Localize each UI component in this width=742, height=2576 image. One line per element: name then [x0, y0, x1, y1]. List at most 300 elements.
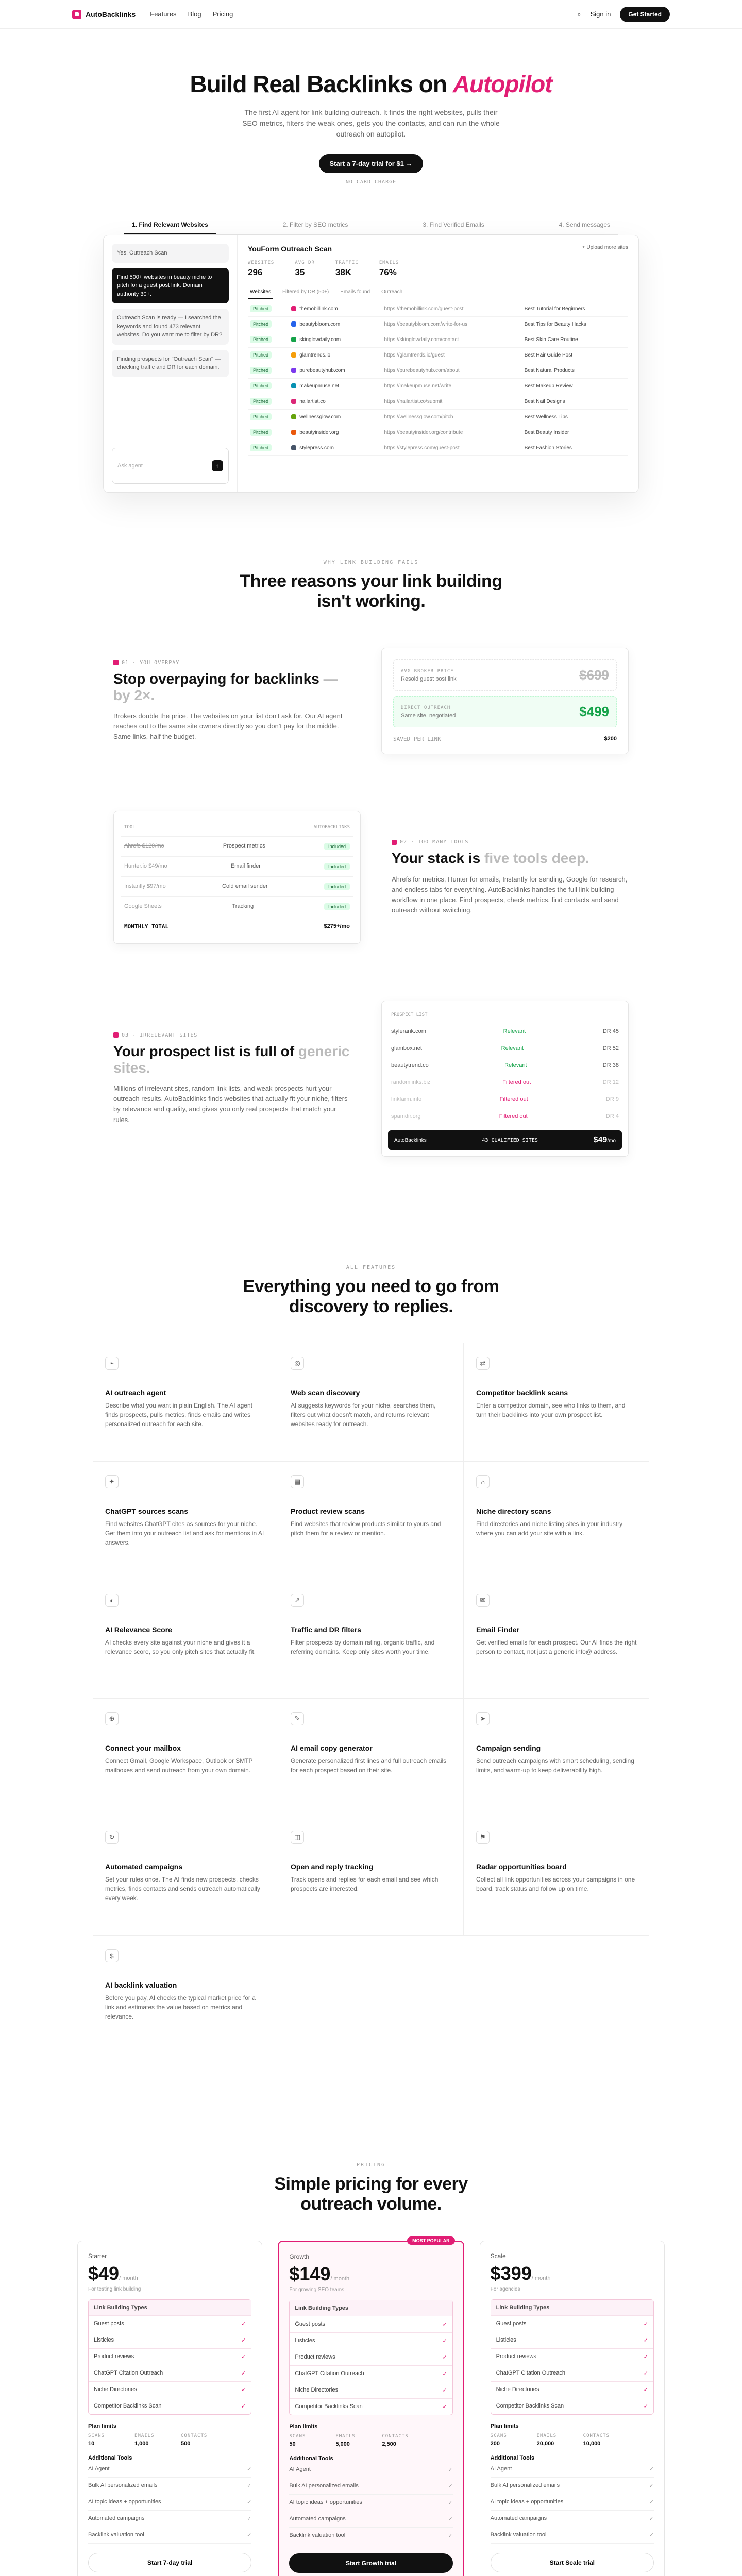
link-type-label: Product reviews [94, 2353, 134, 2360]
plan-price-value: $399 [490, 2262, 532, 2284]
prospect-domain: randomlinks.biz [391, 1079, 431, 1086]
table-row[interactable] [248, 348, 628, 363]
prospect-domain: spamdir.org [391, 1113, 421, 1120]
included-badge: Included [324, 843, 350, 850]
link-type-label: ChatGPT Citation Outreach [295, 2370, 364, 2377]
row-status [248, 317, 289, 332]
link-types-title [89, 2300, 251, 2316]
prospect-foot-brand: AutoBacklinks [394, 1137, 427, 1143]
status-badge: Pitched [250, 351, 272, 359]
stat-emails [379, 260, 399, 278]
row-status [248, 440, 289, 456]
status-badge: Pitched [250, 398, 272, 405]
row-status [248, 379, 289, 394]
chat-message: Finding prospects for "Outreach Scan" — checking traffic and DR for each domain. [112, 350, 229, 377]
reason-body: Brokers double the price. The websites on your list don't ask for. Our AI agent reaches out to the same site owners directly so you don't pay for the middle. Same links, half the budget. [113, 712, 343, 741]
reason-title [113, 1043, 350, 1076]
domain-text[interactable]: themobillink.com [299, 306, 338, 312]
feature-desc: Get verified emails for each prospect. Our AI finds the right person to contact, not just a generic info@ address. [476, 1639, 637, 1656]
addon-label: AI Agent [490, 2465, 512, 2472]
link-type-item [290, 2333, 452, 2349]
check-icon: ✓ [643, 2320, 648, 2327]
stack-tool: Hunter.io $49/mo [124, 863, 167, 870]
domain-text[interactable]: makeupmuse.net [299, 383, 339, 389]
row-status [248, 332, 289, 348]
price-row-label [401, 669, 457, 682]
table-row[interactable] [248, 332, 628, 348]
chat-input[interactable] [112, 448, 229, 484]
reason-title-muted: generic sites. [113, 1043, 350, 1076]
reason-tools [113, 811, 629, 944]
relevance-tag: Relevant [503, 1028, 526, 1035]
plan-name: Starter [88, 2252, 107, 2260]
prospect-list-card [381, 1001, 629, 1157]
feature-card [278, 1343, 464, 1462]
nav-link-blog[interactable]: Blog [188, 10, 201, 18]
feature-name: AI outreach agent [105, 1388, 166, 1397]
limit-value: 2,500 [382, 2441, 396, 2447]
stack-total-value: $275+/mo [324, 923, 350, 930]
addon-label: Automated campaigns [490, 2515, 547, 2521]
reason-body: Millions of irrelevant sites, random link lists, and weak prospects hurt your outreach results. AutoBacklinks finds websites that actually fit your niche, filters by relevance and quality, and gives you only real prospects that match your rules. [113, 1084, 348, 1124]
row-url: https://glamtrends.io/guest [382, 348, 522, 363]
bullet-icon [392, 840, 397, 845]
check-icon: ✓ [643, 2403, 648, 2410]
plan-price-value: $49 [88, 2262, 120, 2284]
limit-value: 20,000 [536, 2440, 554, 2447]
pricing-section [0, 2054, 742, 2576]
pricing-plans [77, 2238, 665, 2576]
link-type-item [89, 2382, 251, 2398]
feature-card [278, 1580, 464, 1699]
table-row[interactable] [248, 425, 628, 440]
feature-name: Product review scans [291, 1507, 365, 1516]
feature-card [93, 1343, 278, 1462]
domain-text[interactable]: nailartist.co [299, 399, 326, 404]
stack-task: Cold email sender [222, 883, 268, 890]
plan-cta-button[interactable]: Start Scale trial [491, 2553, 654, 2572]
row-desc: Best Tutorial for Beginners [522, 301, 628, 317]
bullet-icon [113, 660, 119, 665]
addon-label: Bulk AI personalized emails [88, 2482, 158, 2488]
upload-sites-button[interactable]: + Upload more sites [582, 245, 628, 250]
limit-value: 200 [490, 2440, 500, 2447]
link-type-item [290, 2366, 452, 2382]
row-desc: Best Beauty Insider [522, 425, 628, 440]
addon-label: AI topic ideas + opportunities [490, 2498, 564, 2505]
relevance-tag: Filtered out [499, 1113, 528, 1120]
plan-desc: For testing link building [88, 2286, 141, 2292]
addon-label: Backlink valuation tool [490, 2531, 547, 2538]
limit-value: 10,000 [583, 2440, 601, 2447]
prospect-price: $49 [593, 1136, 608, 1145]
addon-item [289, 2478, 452, 2495]
addon-label: Bulk AI personalized emails [289, 2482, 359, 2489]
pricing-plan-card [278, 2238, 464, 2576]
limit-value: 500 [181, 2440, 191, 2447]
feature-name: AI Relevance Score [105, 1625, 172, 1634]
feature-icon: ↻ [105, 1831, 119, 1844]
feature-desc: Track opens and replies for each email and see which prospects are interested. [291, 1876, 439, 1893]
chat-message: Outreach Scan is ready — I searched the keywords and found 473 relevant websites. Do you want me to filter by DR? [112, 309, 229, 345]
row-domain [289, 440, 382, 456]
row-domain [289, 379, 382, 394]
check-icon: ✓ [247, 2515, 252, 2522]
row-url: https://makeupmuse.net/write [382, 379, 522, 394]
plan-limit-values [88, 2441, 251, 2447]
check-icon: ✓ [241, 2386, 246, 2393]
feature-desc: Find directories and niche listing sites in your industry where you can add your site with a link. [476, 1520, 623, 1537]
scan-tab-outreach[interactable]: Outreach [381, 289, 403, 295]
stack-total-label: MONTHLY TOTAL [124, 923, 169, 930]
limit-label: SCANS [88, 2433, 105, 2438]
domain-text[interactable]: purebeautyhub.com [299, 368, 345, 374]
feature-name: Niche directory scans [476, 1507, 551, 1516]
feature-card [278, 1462, 464, 1580]
scan-results-panel [238, 235, 638, 492]
row-domain [289, 425, 382, 440]
link-type-item [491, 2382, 653, 2398]
plan-cta-button[interactable]: Start 7-day trial [88, 2553, 251, 2572]
prospect-row [388, 1091, 622, 1108]
limit-value: 5,000 [335, 2441, 350, 2447]
brand-logo[interactable] [72, 10, 136, 19]
app-preview [103, 235, 639, 493]
plan-price-value: $149 [289, 2263, 331, 2284]
favicon-icon [291, 445, 296, 450]
favicon-icon [291, 321, 296, 327]
stack-line [121, 857, 353, 877]
link-type-item [290, 2316, 452, 2333]
reason-number-label: 02 · TOO MANY TOOLS [400, 839, 469, 845]
reason-title-muted: five tools deep. [484, 850, 589, 867]
check-icon: ✓ [649, 2482, 654, 2489]
reasons-title: Three reasons your link building isn't working. [240, 571, 502, 612]
check-icon: ✓ [643, 2337, 648, 2344]
get-started-button[interactable]: Get Started [620, 7, 670, 22]
row-domain [289, 363, 382, 379]
stack-head-left: TOOL [124, 825, 136, 831]
addon-label: Automated campaigns [289, 2515, 346, 2522]
feature-desc: Describe what you want in plain English. The AI agent finds prospects, pulls metrics, finds emails and writes personalized outreach for each site. [105, 1402, 252, 1428]
addon-item [289, 2528, 452, 2544]
price-row-broker [393, 659, 617, 691]
prospect-row [388, 1057, 622, 1074]
row-status [248, 425, 289, 440]
prospect-foot-count: 43 QUALIFIED SITES [482, 1137, 538, 1143]
table-row[interactable] [248, 379, 628, 394]
row-domain [289, 410, 382, 425]
row-status [248, 394, 289, 410]
row-url: https://wellnessglow.com/pitch [382, 410, 522, 425]
row-url: https://nailartist.co/submit [382, 394, 522, 410]
check-icon: ✓ [442, 2354, 447, 2361]
domain-text[interactable]: skinglowdaily.com [299, 337, 341, 343]
feature-icon: ▤ [291, 1475, 304, 1488]
feature-card [464, 1699, 649, 1817]
link-type-label: Listicles [496, 2336, 516, 2343]
scan-tab-websites[interactable]: Websites [248, 286, 273, 299]
feature-name: ChatGPT sources scans [105, 1507, 189, 1516]
check-icon: ✓ [649, 2532, 654, 2538]
stack-line [121, 877, 353, 897]
stack-head-right: AUTOBACKLINKS [313, 825, 350, 831]
addon-item [289, 2511, 452, 2528]
scan-stats [248, 260, 628, 278]
limit-value: 50 [289, 2441, 296, 2447]
domain-text[interactable]: beautybloom.com [299, 321, 341, 327]
status-badge: Pitched [250, 429, 272, 436]
limit-value: 1,000 [134, 2440, 149, 2447]
nav-right [577, 7, 670, 22]
nav-link-pricing[interactable]: Pricing [212, 10, 233, 18]
link-type-item [491, 2332, 653, 2349]
included-badge: Included [324, 863, 350, 870]
feature-icon: ⌁ [105, 1357, 119, 1370]
hero-title-main: Build Real Backlinks on [190, 71, 447, 97]
favicon-icon [291, 352, 296, 358]
feature-card [464, 1580, 649, 1699]
addon-label: Backlink valuation tool [88, 2531, 144, 2538]
row-url: https://purebeautyhub.com/about [382, 363, 522, 379]
included-badge: Included [324, 903, 350, 910]
hero-tabs [124, 216, 618, 235]
stack-task: Email finder [230, 863, 261, 870]
favicon-icon [291, 368, 296, 373]
feature-name: Campaign sending [476, 1744, 541, 1753]
check-icon: ✓ [241, 2337, 246, 2344]
domain-text[interactable]: stylepress.com [299, 445, 334, 451]
link-type-label: Product reviews [295, 2353, 335, 2360]
addon-item [491, 2461, 654, 2478]
status-badge: Pitched [250, 382, 272, 389]
feature-desc: Send outreach campaigns with smart scheduling, sending limits, and warm-up to keep deliverability high. [476, 1757, 634, 1774]
feature-card [464, 1343, 649, 1462]
domain-text[interactable]: beautyinsider.org [299, 430, 339, 435]
hero-tab-send[interactable]: 4. Send messages [559, 221, 610, 228]
check-icon: ✓ [241, 2403, 246, 2410]
row-desc: Best Natural Products [522, 363, 628, 379]
table-row[interactable] [248, 440, 628, 456]
prospect-domain: linkfarm.info [391, 1096, 422, 1103]
price-sub: Resold guest post link [401, 675, 457, 682]
included-badge: Included [324, 883, 350, 890]
logo-icon [72, 10, 81, 19]
feature-icon: ◎ [291, 1357, 304, 1370]
feature-desc: Filter prospects by domain rating, organic traffic, and referring domains. Keep only sites worth your time. [291, 1639, 435, 1656]
direct-price-value: $499 [579, 704, 609, 720]
addon-item [491, 2494, 654, 2511]
stat-value: 76% [379, 267, 397, 277]
check-icon: ✓ [442, 2387, 447, 2394]
signin-link[interactable]: Sign in [590, 10, 611, 18]
feature-desc: Generate personalized first lines and full outreach emails for each prospect based on their site. [291, 1757, 447, 1774]
favicon-icon [291, 383, 296, 388]
feature-card [93, 1817, 278, 1936]
feature-icon: ◐ [105, 1594, 119, 1607]
hero-section [0, 29, 742, 493]
check-icon: ✓ [448, 2483, 453, 2489]
status-badge: Pitched [250, 320, 272, 328]
feature-card [464, 1462, 649, 1580]
domain-text[interactable]: glamtrends.io [299, 352, 331, 358]
pricing-eyebrow: PRICING [356, 2162, 386, 2168]
price-sub: Same site, negotiated [401, 712, 456, 719]
agent-chat-panel [104, 235, 238, 492]
hero-tab-find[interactable]: 1. Find Relevant Websites [124, 216, 216, 234]
prospect-price-unit: /mo [607, 1138, 616, 1144]
nav-links [150, 10, 233, 18]
check-icon: ✓ [442, 2337, 447, 2344]
prospect-row [388, 1108, 622, 1125]
scan-tab-emails[interactable]: Emails found [340, 289, 370, 295]
plan-limit-labels [289, 2434, 452, 2439]
tool-stack-card [113, 811, 361, 944]
row-desc: Best Makeup Review [522, 379, 628, 394]
link-type-item [89, 2349, 251, 2365]
row-url: https://themobillink.com/guest-post [382, 301, 522, 317]
link-type-label: Niche Directories [94, 2386, 137, 2393]
row-url: https://beautybloom.com/write-for-us [382, 317, 522, 332]
feature-icon: ✎ [291, 1712, 304, 1725]
send-icon[interactable]: ↑ [212, 460, 223, 471]
favicon-icon [291, 337, 296, 342]
hero-tab-emails[interactable]: 3. Find Verified Emails [423, 221, 484, 228]
table-row[interactable] [248, 363, 628, 379]
stack-head [121, 819, 353, 837]
link-type-item [89, 2398, 251, 2414]
table-row[interactable] [248, 410, 628, 425]
hero-note: NO CARD CHARGE [345, 179, 397, 185]
feature-desc: AI checks every site against your niche and gives it a relevance score, so you only pitch sites that actually fit. [105, 1639, 256, 1656]
stack-line [121, 897, 353, 917]
link-type-label: Competitor Backlinks Scan [94, 2402, 162, 2409]
addon-item [491, 2511, 654, 2527]
table-row[interactable] [248, 394, 628, 410]
feature-icon: ✦ [105, 1475, 119, 1488]
stack-task: Prospect metrics [223, 843, 265, 850]
link-type-item [290, 2349, 452, 2366]
stat-label: TRAFFIC [335, 260, 359, 265]
limit-label: CONTACTS [583, 2433, 610, 2438]
link-types-title [290, 2300, 452, 2316]
check-icon: ✓ [448, 2499, 453, 2506]
feature-icon: ◫ [291, 1831, 304, 1844]
table-row[interactable] [248, 301, 628, 317]
prospect-dr: DR 52 [602, 1045, 619, 1052]
link-type-item [89, 2332, 251, 2349]
link-types-list [491, 2299, 654, 2415]
link-type-item [290, 2399, 452, 2415]
feature-name: Connect your mailbox [105, 1744, 181, 1753]
hero-title-accent: Autopilot [452, 71, 552, 97]
check-icon: ✓ [442, 2321, 447, 2328]
link-type-label: Competitor Backlinks Scan [496, 2402, 564, 2409]
status-badge: Pitched [250, 305, 272, 312]
plan-name: Growth [289, 2252, 310, 2260]
hero-trial-button[interactable]: Start a 7-day trial for $1 → [319, 154, 423, 173]
feature-icon: ↗ [291, 1594, 304, 1607]
plan-limits-title: Plan limits [289, 2423, 318, 2430]
addons-title: Additional Tools [490, 2454, 534, 2461]
limit-label: EMAILS [536, 2433, 557, 2438]
savings-label: SAVED PER LINK [393, 736, 441, 743]
row-domain [289, 332, 382, 348]
prospect-footer [388, 1130, 622, 1150]
features-grid [93, 1343, 649, 2054]
status-badge: Pitched [250, 367, 272, 374]
limit-label: CONTACTS [382, 2433, 409, 2439]
stat-traffic [335, 260, 359, 278]
domain-text[interactable]: wellnessglow.com [299, 414, 341, 420]
plan-desc: For growing SEO teams [289, 2286, 345, 2293]
check-icon: ✓ [643, 2353, 648, 2360]
table-row[interactable] [248, 317, 628, 332]
prospect-domain: stylerank.com [391, 1028, 426, 1035]
stack-tool: Google Sheets [124, 903, 162, 910]
addon-item [289, 2462, 452, 2478]
row-desc: Best Fashion Stories [522, 440, 628, 456]
link-type-item [290, 2382, 452, 2399]
row-desc: Best Nail Designs [522, 394, 628, 410]
prospect-row [388, 1023, 622, 1040]
nav-link-features[interactable]: Features [150, 10, 177, 18]
reason-overpay [113, 648, 629, 754]
row-desc: Best Tips for Beauty Hacks [522, 317, 628, 332]
row-desc: Best Hair Guide Post [522, 348, 628, 363]
prospect-dr: DR 4 [605, 1113, 619, 1120]
check-icon: ✓ [649, 2515, 654, 2522]
limit-label: EMAILS [134, 2433, 155, 2438]
feature-name: AI backlink valuation [105, 1981, 177, 1990]
hero-tab-filter[interactable]: 2. Filter by SEO metrics [282, 221, 348, 228]
feature-card [93, 1462, 278, 1580]
plan-price [88, 2263, 251, 2284]
scan-tab-filtered[interactable]: Filtered by DR (50+) [282, 289, 329, 295]
hero-subtitle: The first AI agent for link building outreach. It finds the right websites, pulls their SEO metrics, filters the weak ones, gets you the contacts, and can run the whole outreach on autopilot. [242, 108, 500, 138]
prospect-head: PROSPECT LIST [388, 1007, 622, 1023]
relevance-tag: Relevant [504, 1062, 527, 1069]
addon-item [88, 2494, 251, 2511]
reason-text [392, 839, 629, 916]
plan-cta-button[interactable]: Start Growth trial [289, 2553, 452, 2573]
row-domain [289, 301, 382, 317]
status-badge: Pitched [250, 336, 272, 343]
feature-icon: ➤ [476, 1712, 490, 1725]
link-type-label: ChatGPT Citation Outreach [496, 2369, 565, 2376]
stat-value: 38K [335, 267, 352, 277]
link-type-label: Listicles [295, 2337, 315, 2344]
stat-label: AVG DR [295, 260, 315, 265]
plan-period: / month [119, 2275, 138, 2281]
link-types-title-text: Link Building Types [94, 2304, 147, 2311]
relevance-tag: Filtered out [502, 1079, 531, 1086]
bullet-icon [113, 1032, 119, 1038]
feature-card [464, 1817, 649, 1936]
prospect-row [388, 1074, 622, 1091]
link-types-title [491, 2300, 653, 2316]
search-icon[interactable]: ⌕ [577, 10, 581, 18]
savings-row [393, 733, 617, 742]
addon-label: Automated campaigns [88, 2515, 145, 2521]
link-type-label: Niche Directories [496, 2386, 539, 2393]
feature-name: Radar opportunities board [476, 1862, 567, 1871]
link-type-item [89, 2316, 251, 2332]
plan-limit-values [289, 2441, 452, 2447]
popular-badge: MOST POPULAR [407, 2236, 455, 2245]
plan-limit-labels [491, 2433, 654, 2438]
addon-item [491, 2478, 654, 2494]
